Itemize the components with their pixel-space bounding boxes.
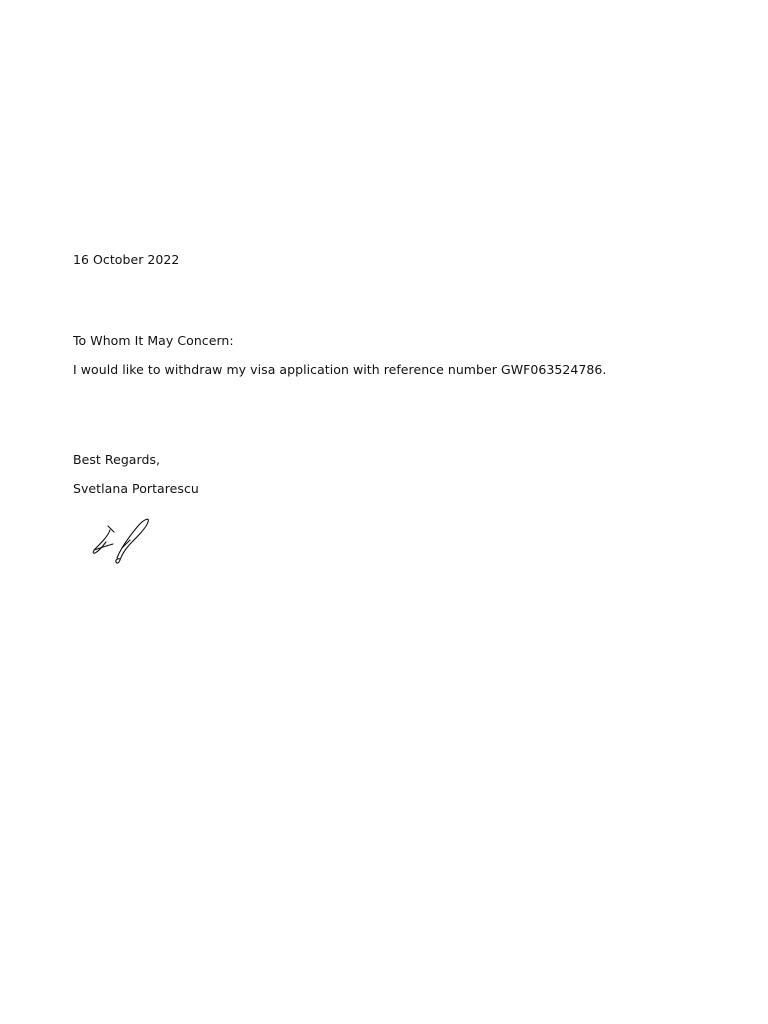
signer-name: Svetlana Portarescu	[73, 481, 199, 496]
handwritten-signature	[86, 512, 162, 568]
letter-closing: Best Regards,	[73, 452, 161, 467]
letter-salutation: To Whom It May Concern:	[73, 333, 234, 348]
letter-date: 16 October 2022	[73, 252, 180, 267]
letter-body: I would like to withdraw my visa application with reference number GWF063524786.	[73, 362, 607, 377]
